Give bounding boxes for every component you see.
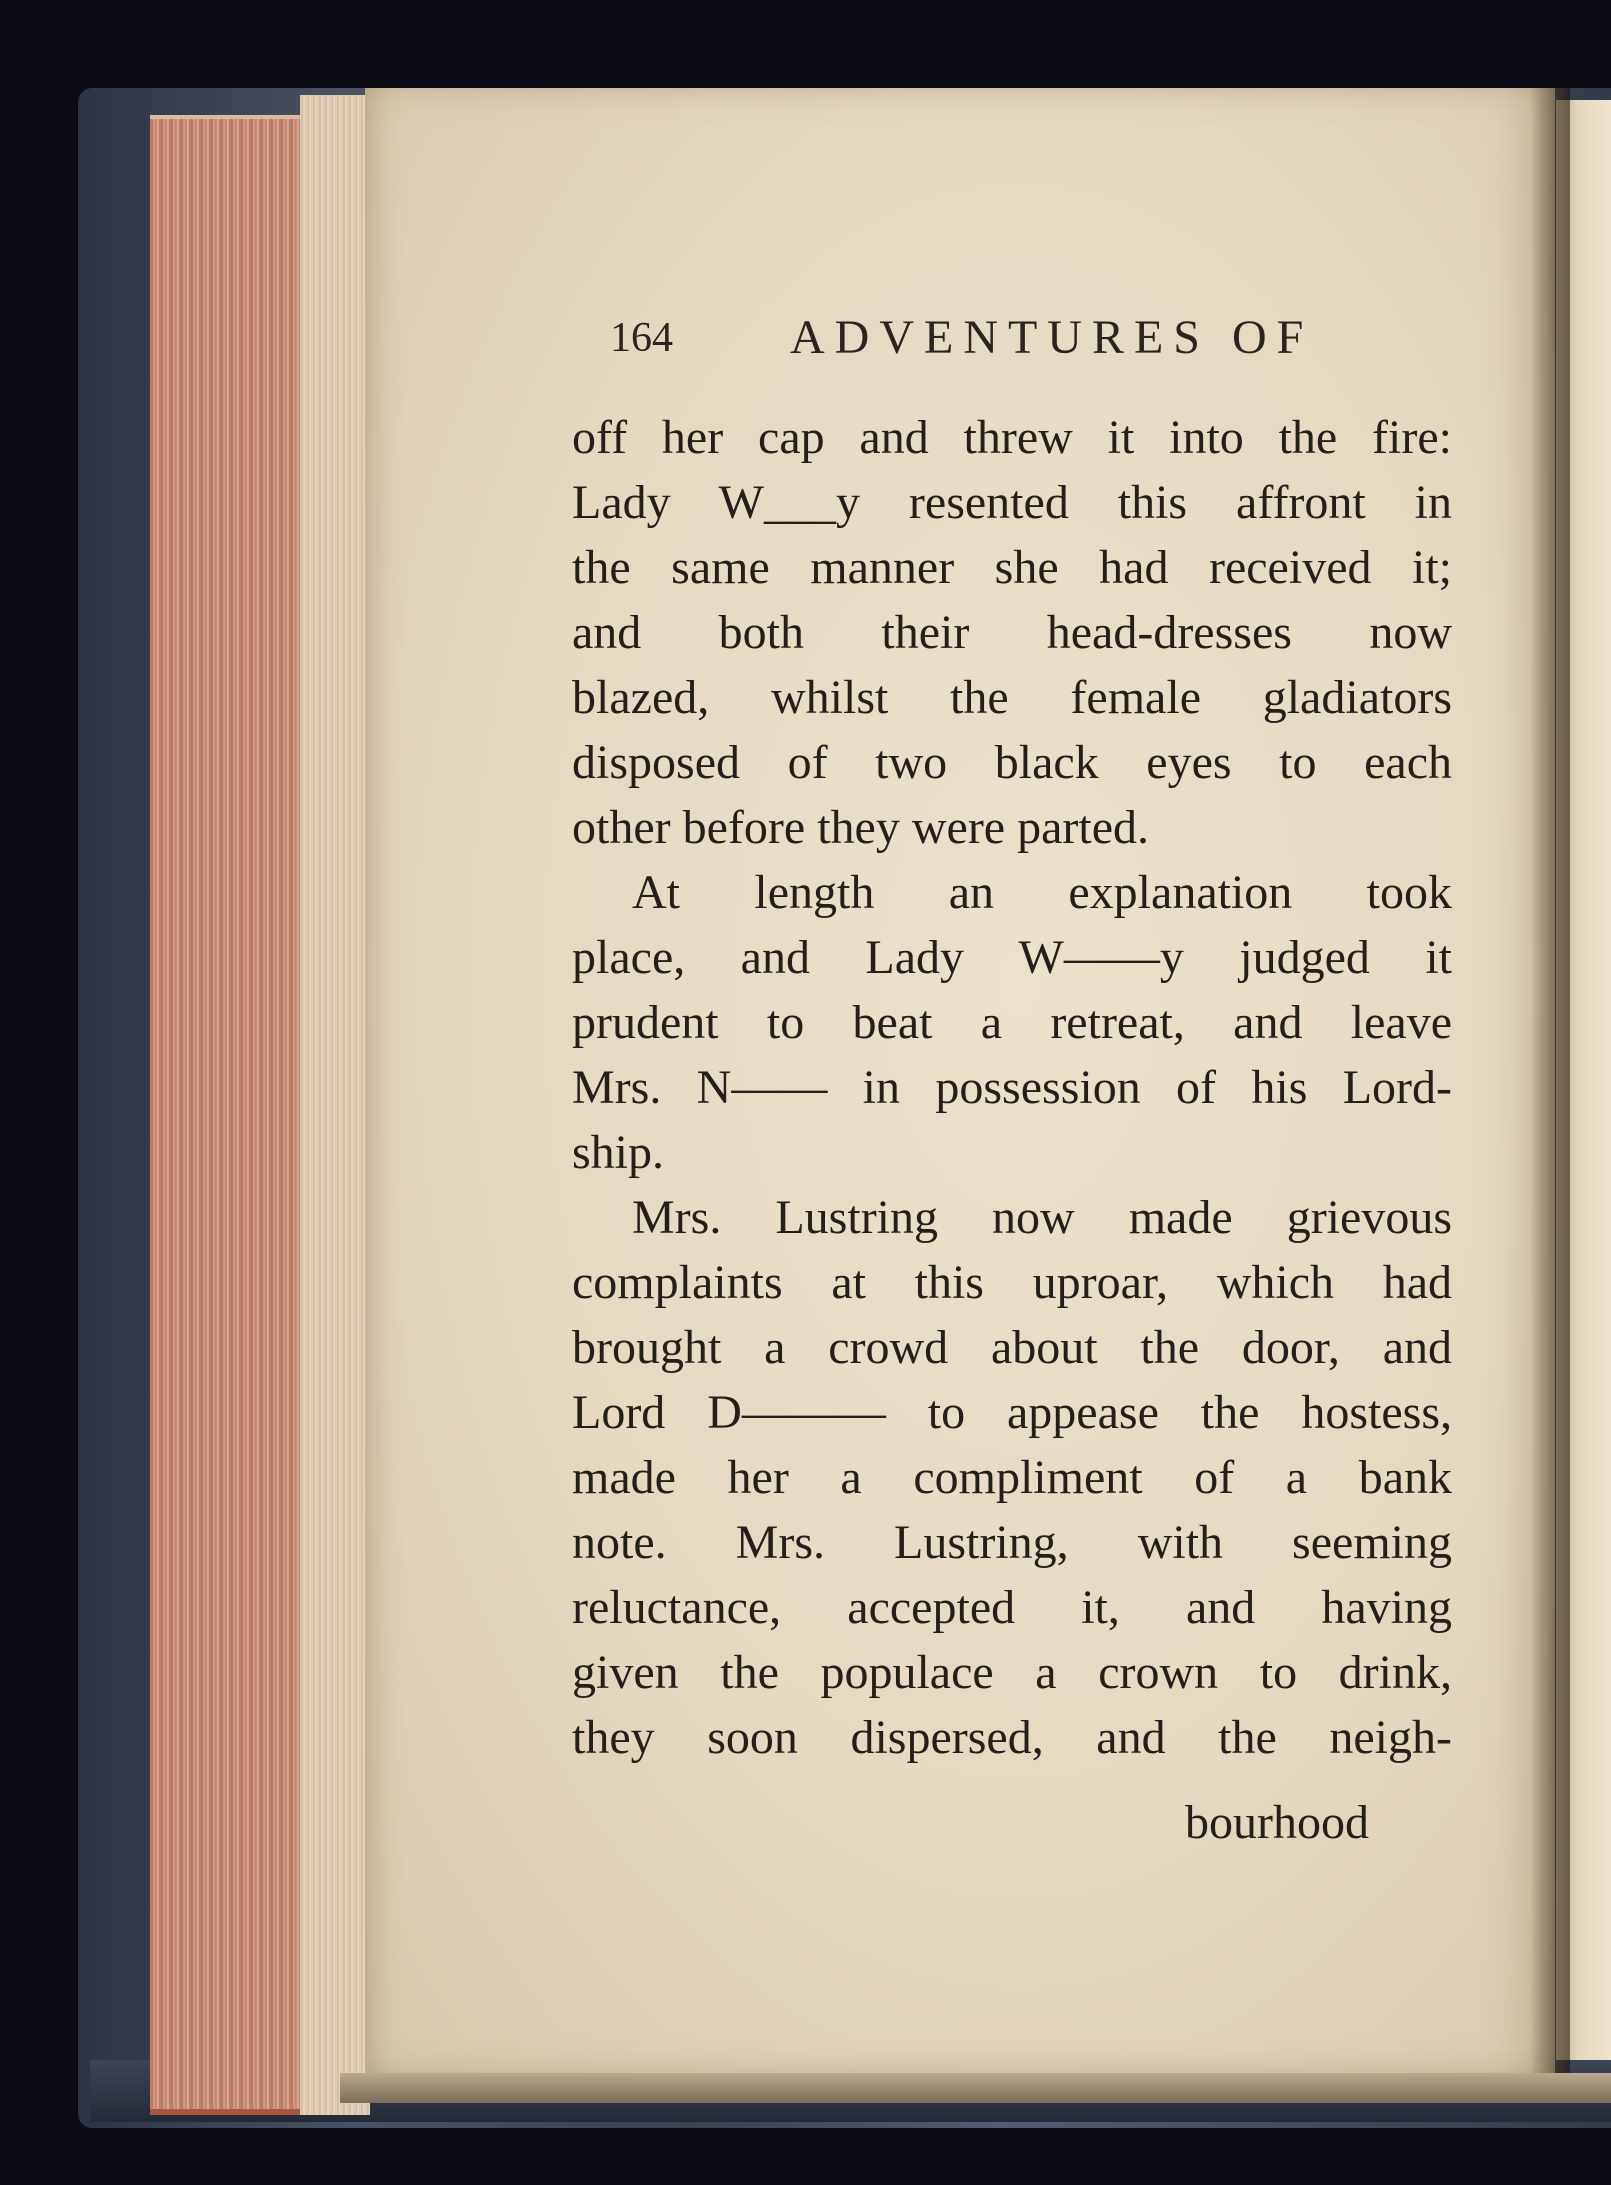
text-line: Lord D——— to appease the hostess, <box>572 1386 1452 1439</box>
text-line: note. Mrs. Lustring, with seeming <box>572 1516 1452 1569</box>
text-line: Lady W___y resented this affront in <box>572 476 1452 529</box>
gutter-shadow <box>1530 88 1570 2073</box>
body-text <box>572 405 1452 1770</box>
text-line: given the populace a crown to drink, <box>572 1646 1452 1699</box>
text-line: off her cap and threw it into the fire: <box>572 411 1452 464</box>
text-line: prudent to beat a retreat, and leave <box>572 996 1452 1049</box>
text-line: At length an explanation took <box>632 866 1452 919</box>
text-line: place, and Lady W——y judged it <box>572 931 1452 984</box>
text-line: brought a crowd about the door, and <box>572 1321 1452 1374</box>
text-line: disposed of two black eyes to each <box>572 736 1452 789</box>
running-title: ADVENTURES OF <box>790 311 1314 364</box>
text-line: they soon dispersed, and the neigh- <box>572 1711 1452 1764</box>
catchword: bourhood <box>1185 1796 1369 1849</box>
text-line: blazed, whilst the female gladiators <box>572 671 1452 724</box>
text-line: complaints at this uproar, which had <box>572 1256 1452 1309</box>
running-head <box>610 310 1370 370</box>
text-line: ship. <box>572 1126 665 1179</box>
text-line: made her a compliment of a bank <box>572 1451 1452 1504</box>
text-line: reluctance, accepted it, and having <box>572 1581 1452 1634</box>
text-line: and both their head-dresses now <box>572 606 1452 659</box>
page-number: 164 <box>610 315 673 361</box>
page-bottom-shadow <box>340 2073 1611 2103</box>
text-line: the same manner she had received it; <box>572 541 1452 594</box>
text-line: Mrs. Lustring now made grievous <box>632 1191 1452 1244</box>
page-edge-stack <box>300 95 370 2115</box>
text-line: Mrs. N—— in possession of his Lord- <box>572 1061 1452 1114</box>
text-line: other before they were parted. <box>572 801 1150 854</box>
